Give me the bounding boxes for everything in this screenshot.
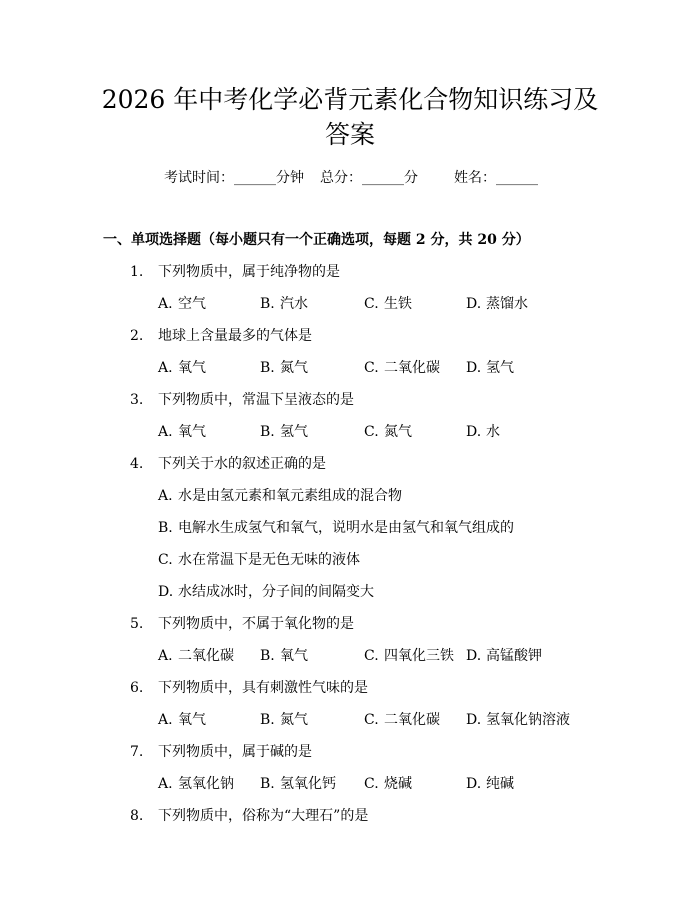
- option-text: 氧气: [178, 712, 206, 728]
- option-d: [158, 582, 374, 602]
- option-d: [466, 774, 514, 794]
- question-text: 下列物质中，具有刺激性气味的是: [158, 680, 368, 696]
- option-text: 生铁: [384, 296, 412, 312]
- option-letter: C.: [364, 424, 379, 440]
- document-title: [70, 82, 630, 152]
- option-text: 氮气: [280, 360, 308, 376]
- section-heading: 一、单项选择题（每小题只有一个正确选项，每题 2 分，共 20 分）: [103, 232, 530, 248]
- option-c: [364, 294, 412, 314]
- option-letter: C.: [364, 712, 379, 728]
- option-letter: A.: [158, 360, 173, 376]
- option-letter: D.: [466, 360, 482, 376]
- option-b: [260, 774, 336, 794]
- option-d: [466, 358, 514, 378]
- option-text: 氮气: [280, 712, 308, 728]
- question-text: 下列物质中，俗称为“大理石”的是: [158, 808, 369, 824]
- question-text: 下列物质中，属于碱的是: [158, 744, 312, 760]
- question-number: 3.: [130, 392, 144, 408]
- option-b: [260, 646, 308, 666]
- question-number: 7.: [130, 744, 144, 760]
- option-text: 氧气: [178, 360, 206, 376]
- option-text: 二氧化碳: [178, 648, 234, 664]
- question-text: 地球上含量最多的气体是: [158, 328, 312, 344]
- total-score-field: 总分：______分: [320, 170, 418, 186]
- option-a: [158, 646, 234, 666]
- option-text: 氢气: [486, 360, 514, 376]
- option-a: [158, 422, 206, 442]
- title-line-1: 2026 年中考化学必背元素化合物知识练习及: [101, 85, 599, 114]
- option-letter: B.: [260, 648, 275, 664]
- option-letter: A.: [158, 776, 173, 792]
- option-letter: D.: [158, 584, 174, 600]
- option-text: 空气: [178, 296, 206, 312]
- option-b: [158, 518, 514, 538]
- option-c: [364, 422, 412, 442]
- question-text: 下列物质中，不属于氧化物的是: [158, 616, 354, 632]
- option-text: 氧气: [280, 648, 308, 664]
- question-text: 下列物质中，常温下呈液态的是: [158, 392, 354, 408]
- option-c: [364, 646, 454, 666]
- option-letter: D.: [466, 648, 482, 664]
- option-text: 氢氧化钠: [178, 776, 234, 792]
- option-letter: B.: [260, 296, 275, 312]
- option-text: 高锰酸钾: [486, 648, 542, 664]
- option-d: [466, 710, 570, 730]
- option-letter: D.: [466, 424, 482, 440]
- option-text: 水是由氢元素和氧元素组成的混合物: [178, 488, 402, 504]
- option-letter: C.: [364, 296, 379, 312]
- option-a: [158, 486, 402, 506]
- option-a: [158, 294, 206, 314]
- question-number: 8.: [130, 808, 144, 824]
- option-letter: D.: [466, 776, 482, 792]
- option-letter: B.: [260, 360, 275, 376]
- option-d: [466, 422, 500, 442]
- option-text: 电解水生成氢气和氧气，说明水是由氢气和氧气组成的: [178, 520, 514, 536]
- question-number: 5.: [130, 616, 144, 632]
- option-letter: A.: [158, 424, 173, 440]
- question-number: 4.: [130, 456, 144, 472]
- option-text: 二氧化碳: [384, 712, 440, 728]
- option-b: [260, 294, 308, 314]
- question-number: 6.: [130, 680, 144, 696]
- option-letter: A.: [158, 296, 173, 312]
- option-letter: B.: [260, 712, 275, 728]
- option-c: [158, 550, 360, 570]
- option-b: [260, 358, 308, 378]
- option-text: 氢氧化钠溶液: [486, 712, 570, 728]
- question-text: 下列物质中，属于纯净物的是: [158, 264, 340, 280]
- option-text: 氧气: [178, 424, 206, 440]
- option-d: [466, 646, 542, 666]
- option-text: 水在常温下是无色无味的液体: [178, 552, 360, 568]
- option-text: 纯碱: [486, 776, 514, 792]
- option-letter: C.: [364, 776, 379, 792]
- option-d: [466, 294, 528, 314]
- option-text: 氢氧化钙: [280, 776, 336, 792]
- option-a: [158, 358, 206, 378]
- option-text: 氮气: [384, 424, 412, 440]
- title-line-2: 答案: [324, 120, 375, 149]
- option-letter: C.: [364, 648, 379, 664]
- option-letter: B.: [260, 776, 275, 792]
- option-text: 二氧化碳: [384, 360, 440, 376]
- option-text: 氢气: [280, 424, 308, 440]
- option-b: [260, 710, 308, 730]
- option-text: 蒸馏水: [486, 296, 528, 312]
- option-letter: A.: [158, 648, 173, 664]
- exam-time-field: 考试时间：______分钟: [164, 170, 304, 186]
- option-text: 烧碱: [384, 776, 412, 792]
- option-letter: C.: [158, 552, 173, 568]
- option-letter: A.: [158, 488, 173, 504]
- option-letter: B.: [260, 424, 275, 440]
- option-text: 汽水: [280, 296, 308, 312]
- option-letter: B.: [158, 520, 173, 536]
- question-number: 2.: [130, 328, 144, 344]
- option-letter: D.: [466, 296, 482, 312]
- option-a: [158, 774, 234, 794]
- option-b: [260, 422, 308, 442]
- option-letter: D.: [466, 712, 482, 728]
- option-a: [158, 710, 206, 730]
- question-number: 1.: [130, 264, 144, 280]
- option-c: [364, 710, 440, 730]
- option-text: 水结成冰时，分子间的间隔变大: [178, 584, 374, 600]
- option-letter: C.: [364, 360, 379, 376]
- option-c: [364, 358, 440, 378]
- option-text: 水: [486, 424, 500, 440]
- name-field: 姓名：______: [454, 170, 538, 186]
- option-letter: A.: [158, 712, 173, 728]
- option-c: [364, 774, 412, 794]
- option-text: 四氧化三铁: [384, 648, 454, 664]
- question-text: 下列关于水的叙述正确的是: [158, 456, 326, 472]
